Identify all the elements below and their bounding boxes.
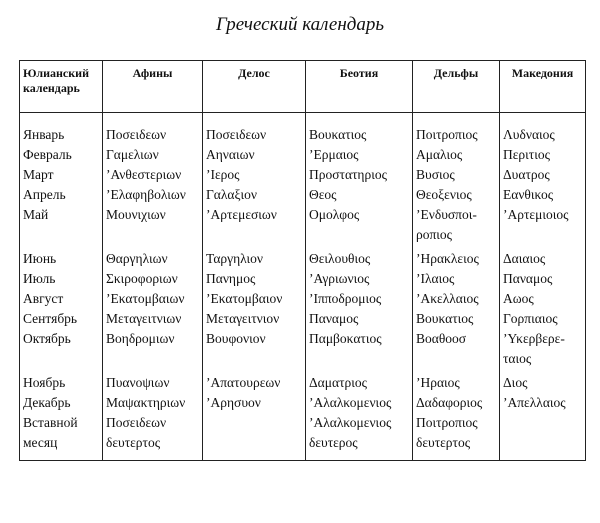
cell-athens: ʼΕλαφηβολιων: [103, 185, 203, 205]
table-row: [20, 369, 586, 393]
cell-delphi: ʼΕνδυσποι- ροπιος: [413, 205, 500, 245]
cell-delphi: Βυσιος: [413, 165, 500, 185]
cell-delphi: Βουκατιος: [413, 309, 500, 329]
cell-delos: Ποσειδεων: [203, 113, 306, 146]
table-row: [20, 269, 586, 289]
cell-delos: Γαλαξιον: [203, 185, 306, 205]
cell-month: Август: [20, 289, 103, 309]
cell-month: Июль: [20, 269, 103, 289]
cell-month: Январь: [20, 113, 103, 146]
cell-month: Декабрь: [20, 393, 103, 413]
cell-athens: Σκιροφοριων: [103, 269, 203, 289]
cell-delos: [203, 413, 306, 461]
cell-delos: ʼΕκατομβαιον: [203, 289, 306, 309]
table-row: [20, 205, 586, 245]
cell-month: Сентябрь: [20, 309, 103, 329]
cell-macedonia: Λυδναιος: [500, 113, 586, 146]
calendar-table: [19, 60, 586, 461]
cell-delphi: Δαδαφοριος: [413, 393, 500, 413]
cell-month: Октябрь: [20, 329, 103, 369]
cell-macedonia: ʼΑρτεμιοιος: [500, 205, 586, 245]
cell-macedonia: Παναμος: [500, 269, 586, 289]
header-delphi: Дельфы: [413, 61, 500, 113]
cell-month: Ноябрь: [20, 369, 103, 393]
cell-month: Май: [20, 205, 103, 245]
cell-athens: Βοηδρομιων: [103, 329, 203, 369]
cell-delos: ʼΑπατουρεων: [203, 369, 306, 393]
cell-month: Вставной месяц: [20, 413, 103, 461]
cell-delos: Μεταγειτνιον: [203, 309, 306, 329]
cell-athens: ʼΕκατομβαιων: [103, 289, 203, 309]
cell-macedonia: ʼΥκερβερε- ταιος: [500, 329, 586, 369]
cell-month: Март: [20, 165, 103, 185]
cell-athens: Ποσειδεων δευτερτος: [103, 413, 203, 461]
cell-macedonia: Δαιαιος: [500, 245, 586, 269]
table-row: [20, 145, 586, 165]
cell-month: Февраль: [20, 145, 103, 165]
cell-delos: ʼΑρτεμεσιων: [203, 205, 306, 245]
cell-athens: Μεταγειτνιων: [103, 309, 203, 329]
header-athens: Афины: [103, 61, 203, 113]
cell-boeotia: ʼΑλαλκομενιος: [306, 393, 413, 413]
table-row: [20, 413, 586, 461]
cell-athens: Μουνιχιων: [103, 205, 203, 245]
table-row: [20, 329, 586, 369]
cell-month: Апрель: [20, 185, 103, 205]
cell-boeotia: ʼΙπποδρομιος: [306, 289, 413, 309]
cell-athens: Ποσειδεων: [103, 113, 203, 146]
cell-delphi: ʼΗρακλειος: [413, 245, 500, 269]
cell-delos: Ταργηλιον: [203, 245, 306, 269]
cell-delos: Πανημος: [203, 269, 306, 289]
cell-delphi: Βοαθοοσ: [413, 329, 500, 369]
cell-delphi: Ποιτροπιος δευτερτος: [413, 413, 500, 461]
cell-boeotia: Προστατηριος: [306, 165, 413, 185]
cell-delphi: ʼΑκελλαιος: [413, 289, 500, 309]
header-macedonia: Македония: [500, 61, 586, 113]
cell-boeotia: Βουκατιος: [306, 113, 413, 146]
cell-athens: Μαψακτηριων: [103, 393, 203, 413]
cell-boeotia: Παμβοκατιος: [306, 329, 413, 369]
table-row: [20, 165, 586, 185]
cell-athens: Γαμελιων: [103, 145, 203, 165]
header-row: [20, 61, 586, 113]
cell-delos: Αηναιων: [203, 145, 306, 165]
cell-boeotia: Θειλουθιος: [306, 245, 413, 269]
cell-macedonia: Αωος: [500, 289, 586, 309]
cell-month: Июнь: [20, 245, 103, 269]
cell-macedonia: Εανθικος: [500, 185, 586, 205]
table-row: [20, 245, 586, 269]
table-row: [20, 309, 586, 329]
cell-boeotia: Δαματριος: [306, 369, 413, 393]
cell-boeotia: Παναμος: [306, 309, 413, 329]
cell-macedonia: Περιτιος: [500, 145, 586, 165]
cell-delos: Βουφονιον: [203, 329, 306, 369]
cell-macedonia: Διος: [500, 369, 586, 393]
table-row: [20, 185, 586, 205]
cell-athens: Πυανοψιων: [103, 369, 203, 393]
cell-delos: ʼΙερος: [203, 165, 306, 185]
cell-boeotia: ʼΑγριωνιος: [306, 269, 413, 289]
cell-delphi: ʼΙλαιος: [413, 269, 500, 289]
table-row: [20, 113, 586, 146]
header-delos: Делос: [203, 61, 306, 113]
cell-macedonia: [500, 413, 586, 461]
cell-boeotia: Ομολφος: [306, 205, 413, 245]
cell-macedonia: Γορπιαιος: [500, 309, 586, 329]
page-title: Греческий календарь: [215, 14, 385, 35]
cell-macedonia: Δυατρος: [500, 165, 586, 185]
cell-macedonia: ʼΑπελλαιος: [500, 393, 586, 413]
cell-delos: ʼΑρησυον: [203, 393, 306, 413]
table-row: [20, 289, 586, 309]
cell-delphi: Θεοξενιος: [413, 185, 500, 205]
cell-boeotia: ʼΑλαλκομενιος δευτερος: [306, 413, 413, 461]
header-julian: Юлианский календарь: [20, 61, 103, 113]
cell-boeotia: Θεος: [306, 185, 413, 205]
cell-boeotia: ʼΕρμαιος: [306, 145, 413, 165]
header-boeotia: Беотия: [306, 61, 413, 113]
cell-delphi: ʼΗραιος: [413, 369, 500, 393]
table-row: [20, 393, 586, 413]
cell-delphi: Ποιτροπιος: [413, 113, 500, 146]
cell-athens: Θαργηλιων: [103, 245, 203, 269]
cell-athens: ʼΑνθεστεριων: [103, 165, 203, 185]
cell-delphi: Αμαλιος: [413, 145, 500, 165]
